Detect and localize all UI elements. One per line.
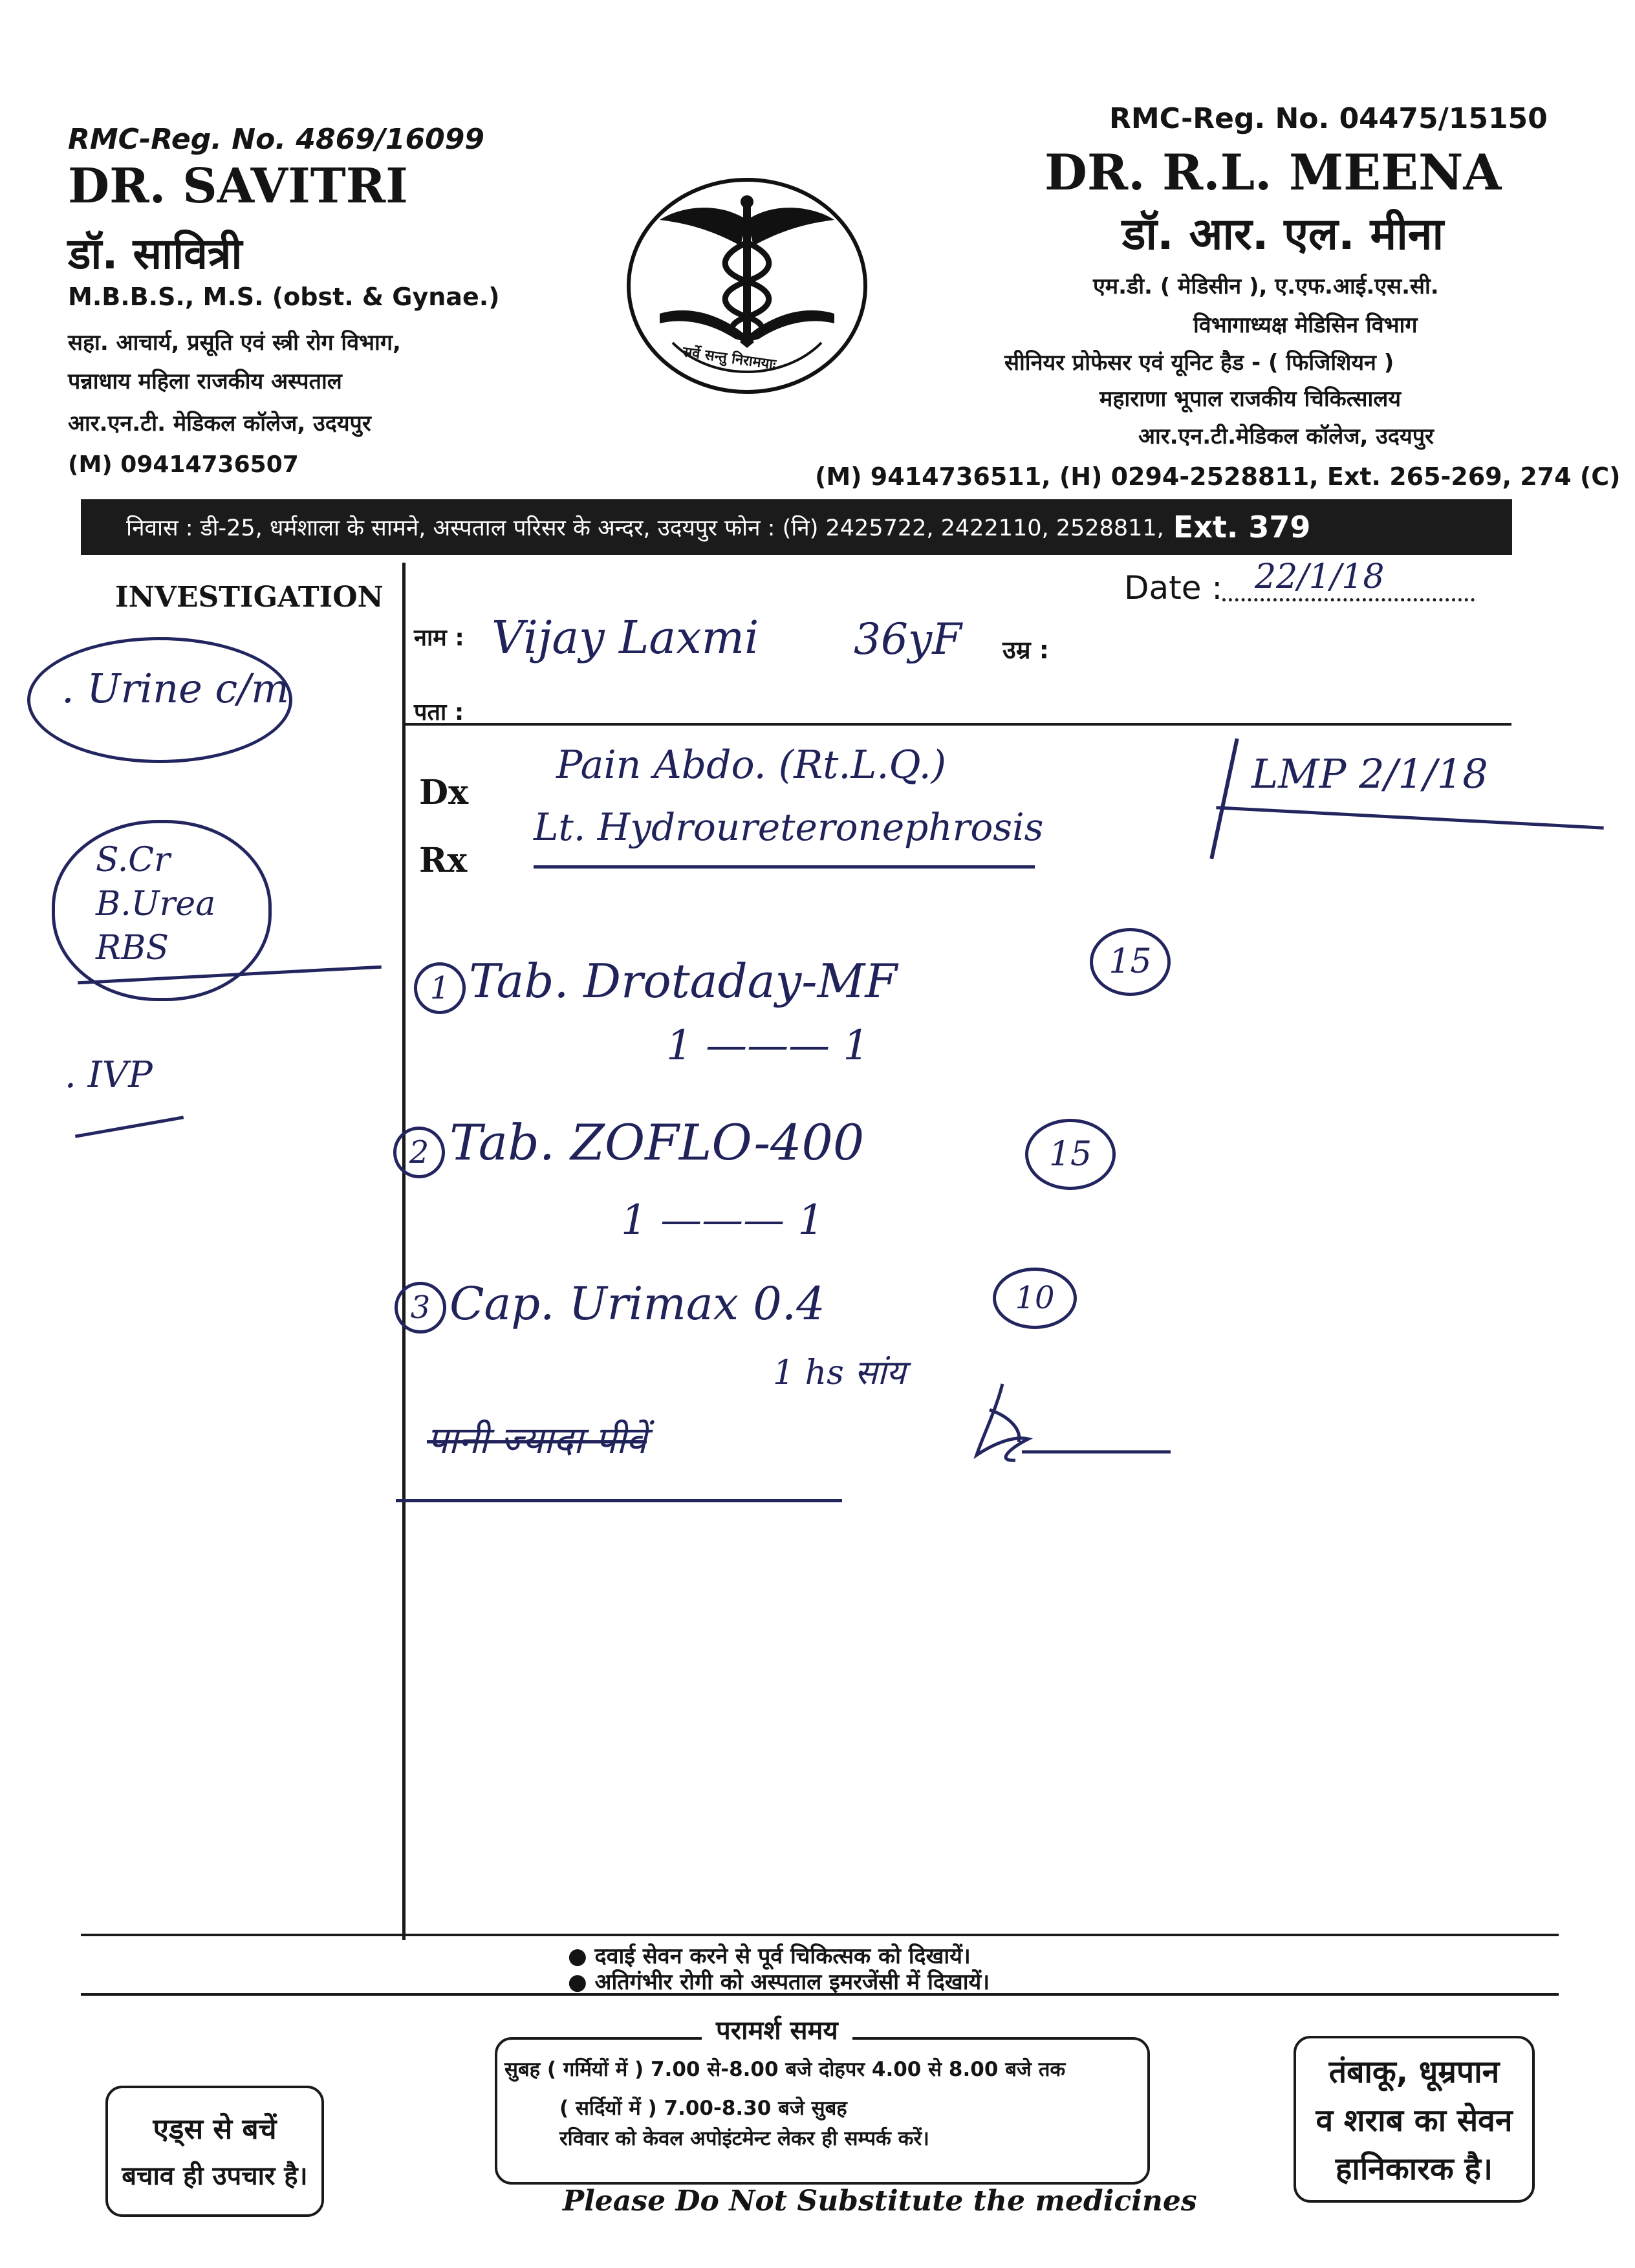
urine-test: . Urine c/m xyxy=(61,665,289,712)
rx-item-1-number: 1 xyxy=(414,962,466,1014)
rx-item-1-dose: 1 ——— 1 xyxy=(666,1022,870,1070)
dx-underline xyxy=(534,865,1035,869)
address-label: पता : xyxy=(414,699,464,726)
rx-item-2: Tab. ZOFLO-400 xyxy=(449,1114,865,1171)
consult-title: परामर्श समय xyxy=(702,2011,852,2047)
right-doctor-phones: (M) 9414736511, (H) 0294-2528811, Ext. 265-269, 274 (C) xyxy=(815,462,1621,491)
rx-item-2-qty: 15 xyxy=(1025,1119,1116,1190)
aids-line1: एड्स से बचें xyxy=(153,2113,277,2146)
right-doctor-degree: एम.डी. ( मेडिसीन ), ए.एफ.आई.एस.सी. xyxy=(1093,274,1439,299)
rx-item-1-qty: 15 xyxy=(1090,928,1171,996)
right-doctor-line3: महाराणा भूपाल राजकीय चिकित्सालय xyxy=(1099,386,1402,412)
footer-bullet-2-text: अतिगंभीर रोगी को अस्पताल इमरजेंसी में दिखायें। xyxy=(594,1969,990,1995)
tobacco-line3: हानिकारक है। xyxy=(1335,2151,1493,2187)
footer-divider-top xyxy=(81,1934,1559,1936)
address-text: निवास : डी-25, धर्मशाला के सामने, अस्पताल परिसर के अन्दर, उदयपुर फोन : (नि) 2425722, 2422110, 2528811, xyxy=(126,515,1164,541)
rx-item-3: Cap. Urimax 0.4 xyxy=(449,1277,825,1330)
right-doctor-line1: विभागाध्यक्ष मेडिसिन विभाग xyxy=(1193,312,1418,338)
dx-line2: Lt. Hydroureteronephrosis xyxy=(534,805,1044,849)
address-bar xyxy=(81,499,1512,555)
dx-label: Dx xyxy=(419,773,469,812)
lmp-note: LMP 2/1/18 xyxy=(1251,750,1488,797)
rx-item-2-number: 2 xyxy=(393,1127,445,1178)
left-doctor-name-en: DR. SAVITRI xyxy=(68,158,408,214)
left-doctor-line2: पन्नाधाय महिला राजकीय अस्पताल xyxy=(68,369,342,394)
right-doctor-reg: RMC-Reg. No. 04475/15150 xyxy=(1109,102,1548,135)
rx-item-3-dose: 1 hs सांय xyxy=(773,1354,906,1392)
rx-label: Rx xyxy=(419,841,468,880)
patient-age: 36yF xyxy=(854,614,962,664)
lmp-underline xyxy=(1216,806,1603,829)
water-note: पानी ज्यादा पीवें xyxy=(427,1418,647,1462)
test-screat: S.Cr xyxy=(96,841,170,880)
footer-bullet-2: ● अतिगंभीर रोगी को अस्पताल इमरजेंसी में दिखायें। xyxy=(568,1969,990,1995)
test-rbs: RBS xyxy=(96,929,169,967)
test-burea: B.Urea xyxy=(96,885,216,923)
left-doctor-mobile: (M) 09414736507 xyxy=(68,451,299,478)
right-doctor-line4: आर.एन.टी.मेडिकल कॉलेज, उदयपुर xyxy=(1138,424,1434,449)
consult-line1: सुबह ( गर्मियों में ) 7.00 से-8.00 बजे दोहपर 4.00 से 8.00 बजे तक xyxy=(504,2058,1066,2081)
right-doctor-name-hi: डॉ. आर. एल. मीना xyxy=(1122,209,1444,260)
dx-line1: Pain Abdo. (Rt.L.Q.) xyxy=(556,742,947,788)
tobacco-line1: तंबाकू, धूम्रपान xyxy=(1328,2054,1500,2090)
logo-motto: सर्वे सन्तु निरामयाः xyxy=(681,343,777,373)
date-dotted-line xyxy=(1222,598,1475,601)
header-row-divider xyxy=(402,723,1511,726)
rx-item-1: Tab. Drotaday-MF xyxy=(469,954,898,1008)
patient-name: Vijay Laxmi xyxy=(492,611,759,664)
left-doctor-reg: RMC-Reg. No. 4869/16099 xyxy=(68,123,484,156)
right-doctor-line2: सीनियर प्रोफेसर एवं यूनिट हैड - ( फिजिशियन ) xyxy=(1004,350,1394,376)
consult-line2: ( सर्दियों में ) 7.00-8.30 बजे सुबह xyxy=(559,2097,847,2120)
left-column-divider xyxy=(402,563,406,1940)
left-doctor-name-hi: डॉ. सावित्री xyxy=(68,229,243,279)
consult-line3: रविवार को केवल अपोइंटमेन्ट लेकर ही सम्पर्क करें। xyxy=(559,2127,929,2150)
substitute-note: Please Do Not Substitute the medicines xyxy=(563,2185,1197,2218)
investigation-label: INVESTIGATION xyxy=(115,581,384,614)
date-value: 22/1/18 xyxy=(1255,557,1385,596)
age-label: उम्र : xyxy=(1002,636,1049,664)
aids-line2: बचाव ही उपचार है। xyxy=(122,2161,308,2191)
footer-bullet-1-text: दवाई सेवन करने से पूर्व चिकित्सक को दिखायें। xyxy=(594,1943,971,1969)
rx-item-3-qty: 10 xyxy=(993,1268,1077,1329)
right-doctor-name-en: DR. R.L. MEENA xyxy=(1045,144,1502,201)
aids-box xyxy=(105,2086,324,2217)
date-label: Date : xyxy=(1124,569,1223,607)
ivp-underline xyxy=(75,1116,184,1138)
rx-item-3-number: 3 xyxy=(395,1282,446,1334)
signature-mark xyxy=(957,1371,1190,1468)
ivp-test: . IVP xyxy=(65,1054,153,1096)
address-ext: Ext. 379 xyxy=(1173,510,1311,545)
footer-bullet-1: ● दवाई सेवन करने से पूर्व चिकित्सक को दिखायें। xyxy=(568,1943,971,1969)
left-doctor-degree: M.B.B.S., M.S. (obst. & Gynae.) xyxy=(68,283,500,311)
water-note-underline xyxy=(396,1499,842,1502)
tobacco-line2: व शराब का सेवन xyxy=(1316,2102,1513,2139)
lmp-bracket xyxy=(1209,738,1239,859)
name-label: नाम : xyxy=(414,625,464,651)
left-doctor-line3: आर.एन.टी. मेडिकल कॉलेज, उदयपुर xyxy=(68,411,371,437)
rx-item-2-dose: 1 ——— 1 xyxy=(621,1196,825,1244)
left-doctor-line1: सहा. आचार्य, प्रसूति एवं स्त्री रोग विभाग, xyxy=(68,330,401,356)
